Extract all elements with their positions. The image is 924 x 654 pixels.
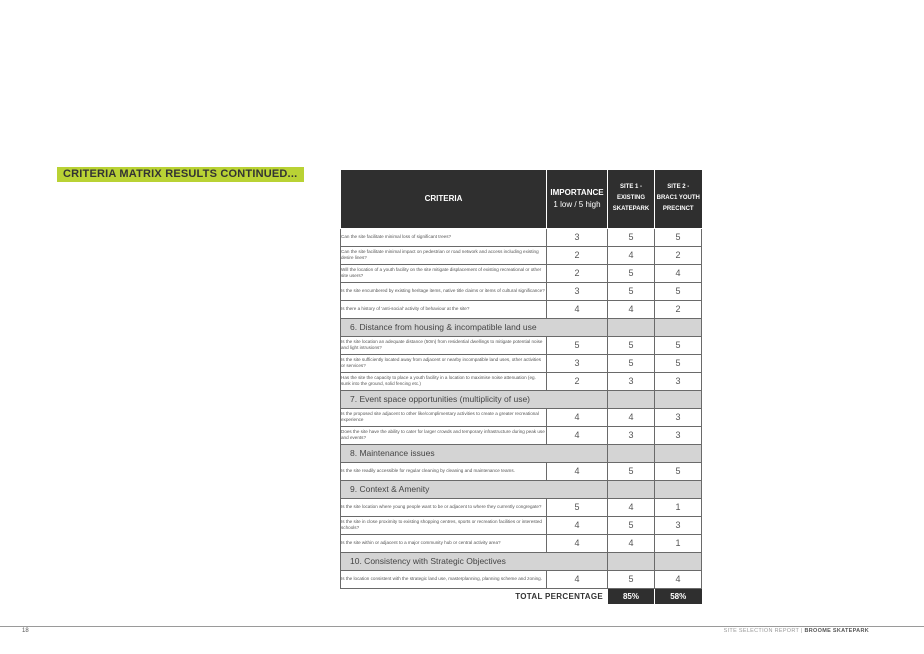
- importance-score: 4: [547, 534, 608, 552]
- report-name: SITE SELECTION REPORT: [723, 628, 800, 634]
- site2-score: 1: [655, 498, 702, 516]
- site1-score: 4: [608, 300, 655, 318]
- criteria-row: [341, 534, 702, 552]
- site2-score: 5: [655, 228, 702, 246]
- criteria-question: Is the location consistent with the strategic land use, masterplanning, planning scheme and zoning.: [341, 570, 547, 588]
- site2-score: 2: [655, 246, 702, 264]
- criteria-question: Can the site facilitate minimal loss of significant trees?: [341, 228, 547, 246]
- importance-score: 2: [547, 264, 608, 282]
- category-site2-cell: [655, 318, 702, 336]
- category-site1-cell: [608, 552, 655, 570]
- site2-header-line2: BRAC1 YOUTH: [656, 195, 700, 202]
- category-row: [341, 480, 702, 498]
- criteria-question: Is the site location an adequate distance (50m) from residential dwellings to mitigate potential noise and light intrusions?: [341, 336, 547, 354]
- criteria-question: Can the site facilitate minimal impact on pedestrian or road network and access including existing desire lines?: [341, 246, 547, 264]
- category-label: 10. Consistency with Strategic Objectives: [341, 552, 608, 570]
- category-site1-cell: [608, 480, 655, 498]
- site1-score: 3: [608, 426, 655, 444]
- category-site2-cell: [655, 552, 702, 570]
- site2-score: 4: [655, 264, 702, 282]
- category-label: 8. Maintenance issues: [341, 444, 608, 462]
- criteria-question: Is the site readily accessible for regular cleaning by cleaning and maintenance teams.: [341, 462, 547, 480]
- category-site1-cell: [608, 318, 655, 336]
- category-site1-cell: [608, 390, 655, 408]
- category-site1-cell: [608, 444, 655, 462]
- section-title: CRITERIA MATRIX RESULTS CONTINUED...: [57, 167, 304, 182]
- criteria-row: [341, 354, 702, 372]
- criteria-question: Will the location of a youth facility on the site mitigate displacement of existing recreational or other site users?: [341, 264, 547, 282]
- category-label: 6. Distance from housing & incompatible land use: [341, 318, 608, 336]
- category-site2-cell: [655, 480, 702, 498]
- site1-score: 5: [608, 516, 655, 534]
- site1-score: 5: [608, 570, 655, 588]
- criteria-question: Has the site the capacity to place a youth facility in a location to maximise noise attenuation (eg. sunk into the ground, solid fencing etc.): [341, 372, 547, 390]
- site2-score: 3: [655, 516, 702, 534]
- importance-score: 3: [547, 228, 608, 246]
- footer-divider: [0, 626, 924, 627]
- criteria-question: Does the site have the ability to cater for larger crowds and temporary infrastructure during peak use and events?: [341, 426, 547, 444]
- project-name: BROOME SKATEPARK: [804, 628, 869, 634]
- criteria-row: [341, 498, 702, 516]
- importance-header-scale: 1 low / 5 high: [553, 199, 601, 209]
- category-row: [341, 444, 702, 462]
- importance-score: 4: [547, 300, 608, 318]
- site2-score: 3: [655, 426, 702, 444]
- criteria-question: Is there a history of 'anti-social' activity of behaviour at the site?: [341, 300, 547, 318]
- importance-score: 2: [547, 372, 608, 390]
- site2-score: 5: [655, 336, 702, 354]
- site2-score: 3: [655, 408, 702, 426]
- site1-score: 5: [608, 282, 655, 300]
- criteria-question: Is the site sufficiently located away from adjacent or nearby incompatible land uses, other activities or services?: [341, 354, 547, 372]
- importance-score: 2: [547, 246, 608, 264]
- site1-score: 4: [608, 246, 655, 264]
- total-site1: 85%: [608, 588, 655, 604]
- importance-score: 4: [547, 516, 608, 534]
- importance-score: 4: [547, 570, 608, 588]
- category-row: [341, 318, 702, 336]
- criteria-row: [341, 300, 702, 318]
- total-site2: 58%: [655, 588, 702, 604]
- site2-score: 3: [655, 372, 702, 390]
- site2-header-line1: SITE 2 -: [667, 184, 690, 191]
- total-row: [341, 588, 702, 604]
- footer-report-title: [724, 628, 869, 634]
- importance-header: [547, 170, 608, 228]
- site1-header-line1: SITE 1 -: [619, 184, 642, 191]
- criteria-row: [341, 408, 702, 426]
- category-row: [341, 552, 702, 570]
- site1-score: 5: [608, 228, 655, 246]
- importance-score: 5: [547, 498, 608, 516]
- site2-score: 5: [655, 282, 702, 300]
- criteria-matrix-table: [340, 170, 702, 604]
- criteria-row: [341, 282, 702, 300]
- site2-header-line3: PRECINCT: [662, 206, 694, 213]
- criteria-row: [341, 246, 702, 264]
- criteria-question: Is the proposed site adjacent to other like/complimentary activities to create a greater recreational experience: [341, 408, 547, 426]
- site2-score: 2: [655, 300, 702, 318]
- criteria-question: Is the site within or adjacent to a major community hub or central activity area?: [341, 534, 547, 552]
- site2-score: 4: [655, 570, 702, 588]
- site1-score: 5: [608, 354, 655, 372]
- criteria-row: [341, 462, 702, 480]
- site1-score: 4: [608, 534, 655, 552]
- criteria-row: [341, 516, 702, 534]
- criteria-question: Is the site encumbered by existing heritage items, native title claims or items of cultural significance?: [341, 282, 547, 300]
- site1-score: 5: [608, 462, 655, 480]
- importance-header-title: IMPORTANCE: [550, 187, 604, 197]
- site1-header-line2: EXISTING: [616, 195, 645, 202]
- criteria-question: Is the site in close proximity to existing shopping centres, sports or recreation facilities or interested schools?: [341, 516, 547, 534]
- table-header-row: [341, 170, 702, 228]
- site1-score: 3: [608, 372, 655, 390]
- importance-score: 4: [547, 462, 608, 480]
- criteria-question: Is the site location where young people want to be or adjacent to where they currently congregate?: [341, 498, 547, 516]
- site1-header: [608, 170, 655, 228]
- category-label: 7. Event space opportunities (multiplicity of use): [341, 390, 608, 408]
- importance-score: 5: [547, 336, 608, 354]
- criteria-row: [341, 372, 702, 390]
- criteria-row: [341, 228, 702, 246]
- category-site2-cell: [655, 444, 702, 462]
- site1-header-line3: SKATEPARK: [612, 206, 650, 213]
- matrix-body: [341, 228, 702, 588]
- category-site2-cell: [655, 390, 702, 408]
- criteria-header: CRITERIA: [341, 170, 547, 228]
- site2-score: 5: [655, 462, 702, 480]
- site2-score: 1: [655, 534, 702, 552]
- category-row: [341, 390, 702, 408]
- site1-score: 4: [608, 408, 655, 426]
- criteria-row: [341, 336, 702, 354]
- site1-score: 5: [608, 336, 655, 354]
- criteria-row: [341, 264, 702, 282]
- site1-score: 4: [608, 498, 655, 516]
- site1-score: 5: [608, 264, 655, 282]
- site2-header: [655, 170, 702, 228]
- criteria-row: [341, 570, 702, 588]
- site2-score: 5: [655, 354, 702, 372]
- importance-score: 3: [547, 282, 608, 300]
- page-number: 18: [22, 628, 29, 634]
- importance-score: 3: [547, 354, 608, 372]
- criteria-row: [341, 426, 702, 444]
- footer-separator: |: [800, 628, 803, 634]
- importance-score: 4: [547, 408, 608, 426]
- importance-score: 4: [547, 426, 608, 444]
- total-label: TOTAL PERCENTAGE: [515, 591, 603, 601]
- category-label: 9. Context & Amenity: [341, 480, 608, 498]
